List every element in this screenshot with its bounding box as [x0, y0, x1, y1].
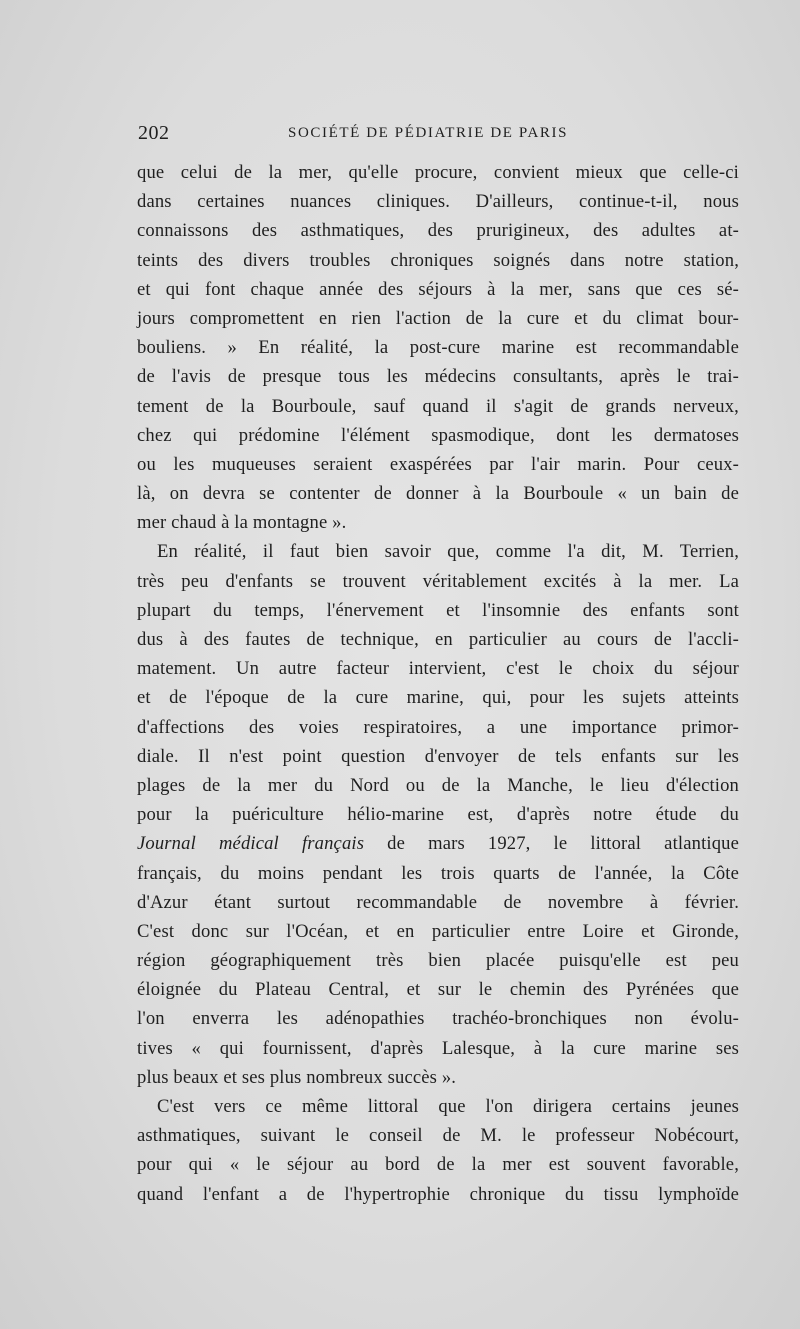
text-line: En réalité, il faut bien savoir que, comme l'a dit, M. Terrien,: [157, 541, 739, 563]
text-line: éloignée du Plateau Central, et sur le chemin des Pyrénées que: [137, 979, 739, 1001]
text-segment: de mars 1927, le littoral atlantique: [364, 833, 739, 855]
running-head: SOCIÉTÉ DE PÉDIATRIE DE PARIS: [288, 125, 569, 141]
text-line: et de l'époque de la cure marine, qui, pour les sujets atteints: [137, 687, 739, 709]
text-line: bouliens. » En réalité, la post-cure marine est recommandable: [137, 337, 739, 359]
text-line: d'Azur étant surtout recommandable de novembre à février.: [137, 891, 739, 913]
text-line: mer chaud à la montagne ».: [137, 512, 347, 534]
text-line: de l'avis de presque tous les médecins consultants, après le trai-: [137, 366, 739, 388]
text-line: pour la puériculture hélio-marine est, d'après notre étude du: [137, 804, 739, 826]
text-line: dus à des fautes de technique, en particulier au cours de l'accli-: [137, 629, 739, 650]
text-line: asthmatiques, suivant le conseil de M. le professeur Nobécourt,: [137, 1125, 739, 1147]
text-line: région géographiquement très bien placée puisqu'elle est peu: [137, 950, 739, 972]
text-line: et qui font chaque année des séjours à la mer, sans que ces sé-: [137, 278, 739, 300]
text-line: pour qui « le séjour au bord de la mer est souvent favorable,: [137, 1154, 739, 1176]
journal-title: Journal médical français: [137, 833, 365, 855]
text-line: dans certaines nuances cliniques. D'ailleurs, continue-t-il, nous: [137, 191, 739, 213]
text-line: jours compromettent en rien l'action de la cure et du climat bour-: [137, 307, 739, 329]
body-text: [137, 158, 739, 1209]
text-line: ou les muqueuses seraient exaspérées par l'air marin. Pour ceux-: [137, 453, 739, 475]
text-line: très peu d'enfants se trouvent véritablement excités à la mer. La: [137, 570, 739, 592]
text-line: tement de la Bourboule, sauf quand il s'agit de grands nerveux,: [137, 395, 739, 417]
text-line: tives « qui fournissent, d'après Lalesque, à la cure marine ses: [137, 1037, 739, 1059]
page-header: [138, 122, 738, 150]
text-line: diale. Il n'est point question d'envoyer de tels enfants sur les: [137, 745, 739, 767]
text-line: plupart du temps, l'énervement et l'insomnie des enfants sont: [137, 599, 739, 621]
text-line: C'est donc sur l'Océan, et en particulier entre Loire et Gironde,: [137, 920, 739, 942]
text-line: d'affections des voies respiratoires, a une importance primor-: [137, 716, 739, 738]
text-line: chez qui prédomine l'élément spasmodique, dont les dermatoses: [137, 424, 739, 446]
text-line: plus beaux et ses plus nombreux succès ».: [137, 1066, 457, 1088]
text-line: français, du moins pendant les trois quarts de l'année, la Côte: [137, 862, 739, 884]
text-line: teints des divers troubles chroniques soignés dans notre station,: [137, 249, 739, 271]
text-line: là, on devra se contenter de donner à la Bourboule « un bain de: [137, 483, 739, 505]
text-line: que celui de la mer, qu'elle procure, convient mieux que celle-ci: [137, 162, 739, 183]
text-line: connaissons des asthmatiques, des prurigineux, des adultes at-: [137, 220, 739, 242]
text-line: quand l'enfant a de l'hypertrophie chronique du tissu lymphoïde: [137, 1183, 739, 1205]
page-number: 202: [138, 122, 170, 144]
text-line: matement. Un autre facteur intervient, c'est le choix du séjour: [137, 658, 739, 680]
text-line: l'on enverra les adénopathies trachéo-bronchiques non évolu-: [137, 1008, 739, 1030]
text-line: C'est vers ce même littoral que l'on dirigera certains jeunes: [157, 1096, 739, 1117]
text-line: plages de la mer du Nord ou de la Manche, le lieu d'élection: [137, 774, 739, 796]
text-line: [137, 829, 739, 858]
